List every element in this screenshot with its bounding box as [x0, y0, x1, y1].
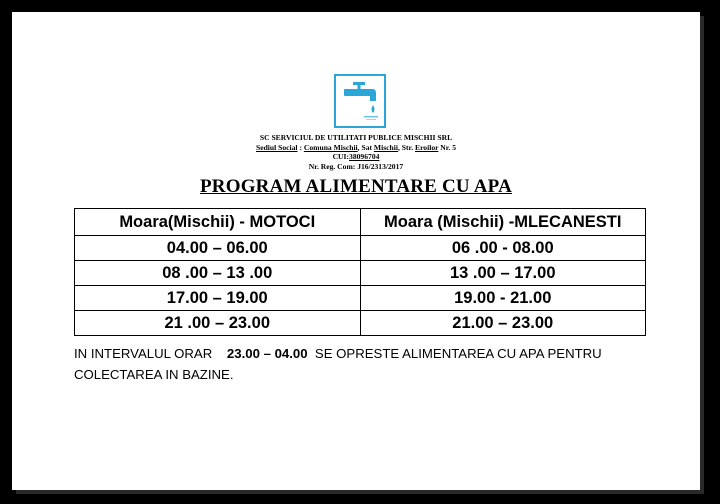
- note-suffix: SE OPRESTE ALIMENTAREA CU APA PENTRU: [314, 346, 602, 361]
- table-cell: 04.00 – 06.00: [75, 236, 361, 261]
- seat-street-prefix: , Str.: [397, 142, 415, 152]
- table-cell: 19.00 - 21.00: [360, 286, 646, 311]
- table-header-row: [75, 209, 646, 236]
- column-header-motoci: Moara(Mischii) - MOTOCI: [75, 209, 361, 236]
- seat-village-prefix: , Sat: [357, 142, 374, 152]
- table-cell: 06 .00 - 08.00: [360, 236, 646, 261]
- company-header: [12, 133, 700, 171]
- seat-label: Sediul Social: [255, 142, 298, 152]
- note-interval: 23.00 – 04.00: [226, 346, 308, 361]
- company-seat: [12, 143, 700, 153]
- schedule-table: [74, 208, 646, 336]
- seat-number: Nr. 5: [438, 142, 457, 152]
- company-cui: [12, 152, 700, 162]
- table-cell: 17.00 – 19.00: [75, 286, 361, 311]
- water-tap-icon: [334, 74, 386, 128]
- table-row: [75, 236, 646, 261]
- table-row: [75, 311, 646, 336]
- column-header-mlecanesti: Moara (Mischii) -MLECANESTI: [360, 209, 646, 236]
- company-reg-com: Nr. Reg. Com: J16/2313/2017: [308, 161, 404, 171]
- company-name: SC SERVICIUL DE UTILITATI PUBLICE MISCHII SRL: [259, 133, 453, 142]
- table-row: [75, 261, 646, 286]
- interruption-note: [74, 343, 654, 385]
- table-cell: 13 .00 – 17.00: [360, 261, 646, 286]
- table-cell: 21 .00 – 23.00: [75, 311, 361, 336]
- seat-street: Eroilor: [415, 142, 439, 152]
- note-prefix: IN INTERVALUL ORAR: [74, 346, 213, 361]
- cui-label: CUI:: [332, 152, 350, 161]
- seat-commune: Comuna Mischii: [303, 142, 358, 152]
- table-cell: 08 .00 – 13 .00: [75, 261, 361, 286]
- page-title: PROGRAM ALIMENTARE CU APA: [200, 176, 512, 197]
- document-page: [12, 12, 700, 490]
- table-row: [75, 286, 646, 311]
- seat-separator: :: [297, 142, 304, 152]
- seat-village: Mischii: [373, 142, 398, 152]
- table-cell: 21.00 – 23.00: [360, 311, 646, 336]
- note-line2: COLECTAREA IN BAZINE.: [74, 367, 234, 382]
- cui-value: 38096704: [349, 152, 380, 161]
